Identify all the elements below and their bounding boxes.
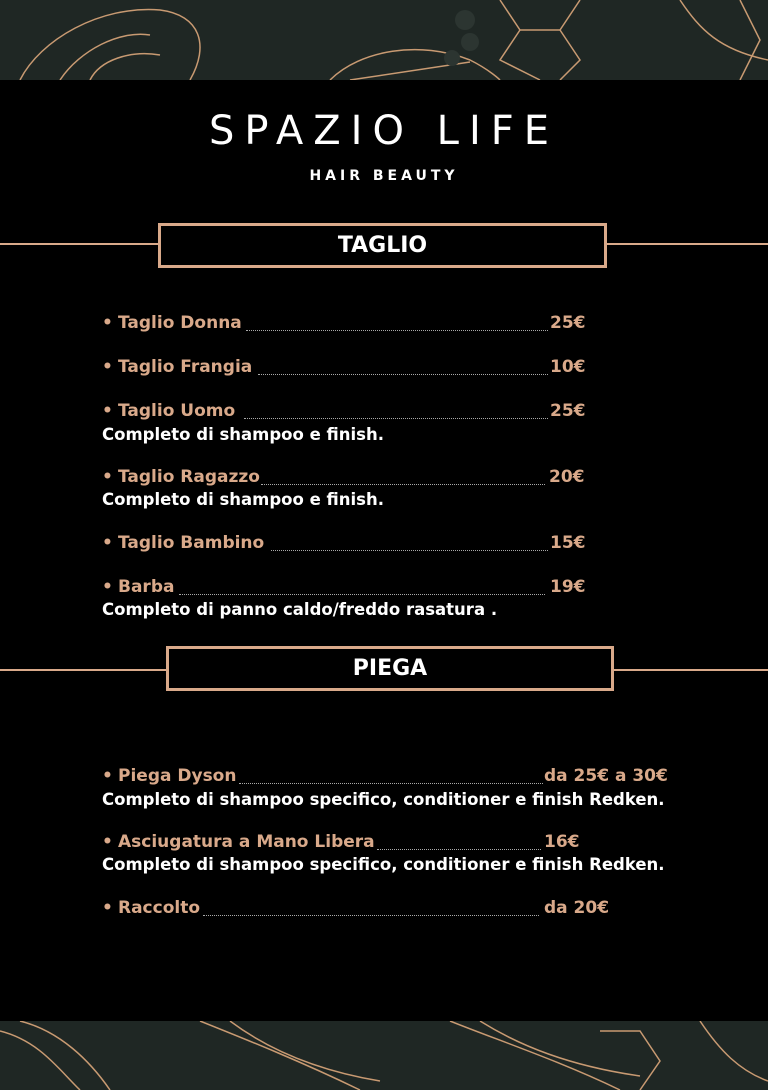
section-divider-left [0, 243, 160, 245]
item-price: da 20€ [544, 898, 610, 918]
decorative-leaf-banner-bottom [0, 1021, 768, 1090]
item-name: Taglio Uomo [118, 401, 236, 421]
dotted-leader [271, 550, 548, 551]
section-header-taglio: TAGLIO [158, 223, 607, 268]
bullet: • [102, 766, 113, 786]
dotted-leader [244, 418, 548, 419]
item-price: 25€ [550, 401, 586, 421]
dotted-leader [377, 849, 541, 850]
section-divider-right [606, 243, 768, 245]
item-price: 16€ [544, 832, 580, 852]
bullet: • [102, 832, 113, 852]
dotted-leader [179, 594, 545, 595]
bullet: • [102, 401, 113, 421]
bullet: • [102, 467, 113, 487]
item-price: da 25€ a 30€ [544, 766, 668, 786]
bullet: • [102, 898, 113, 918]
dotted-leader [261, 484, 545, 485]
item-price: 25€ [550, 313, 586, 333]
item-name: Taglio Bambino [118, 533, 265, 553]
bullet: • [102, 533, 113, 553]
decorative-leaf-banner-top [0, 0, 768, 80]
brand-title: SPAZIO LIFE [208, 108, 560, 154]
dotted-leader [203, 915, 539, 916]
item-note: Completo di shampoo specifico, conditioner e finish Redken. [102, 855, 665, 874]
bullet: • [102, 357, 113, 377]
bullet: • [102, 313, 113, 333]
item-note: Completo di shampoo e finish. [102, 490, 384, 509]
item-name: Barba [118, 577, 175, 597]
dotted-leader [239, 783, 543, 784]
item-name: Raccolto [118, 898, 201, 918]
item-note: Completo di shampoo specifico, conditioner e finish Redken. [102, 790, 665, 809]
bullet: • [102, 577, 113, 597]
item-name: Asciugatura a Mano Libera [118, 832, 375, 852]
item-price: 20€ [549, 467, 585, 487]
section-divider-right [613, 669, 768, 671]
item-name: Taglio Frangia [118, 357, 253, 377]
section-header-piega: PIEGA [166, 646, 614, 691]
item-price: 19€ [550, 577, 586, 597]
dotted-leader [258, 374, 548, 375]
item-note: Completo di shampoo e finish. [102, 425, 384, 444]
item-name: Taglio Donna [118, 313, 242, 333]
item-note: Completo di panno caldo/freddo rasatura . [102, 600, 498, 619]
item-price: 15€ [550, 533, 586, 553]
dotted-leader [246, 330, 548, 331]
item-name: Taglio Ragazzo [118, 467, 260, 487]
section-divider-left [0, 669, 168, 671]
brand-subtitle: HAIR BEAUTY [309, 168, 459, 184]
item-price: 10€ [550, 357, 586, 377]
item-name: Piega Dyson [118, 766, 237, 786]
